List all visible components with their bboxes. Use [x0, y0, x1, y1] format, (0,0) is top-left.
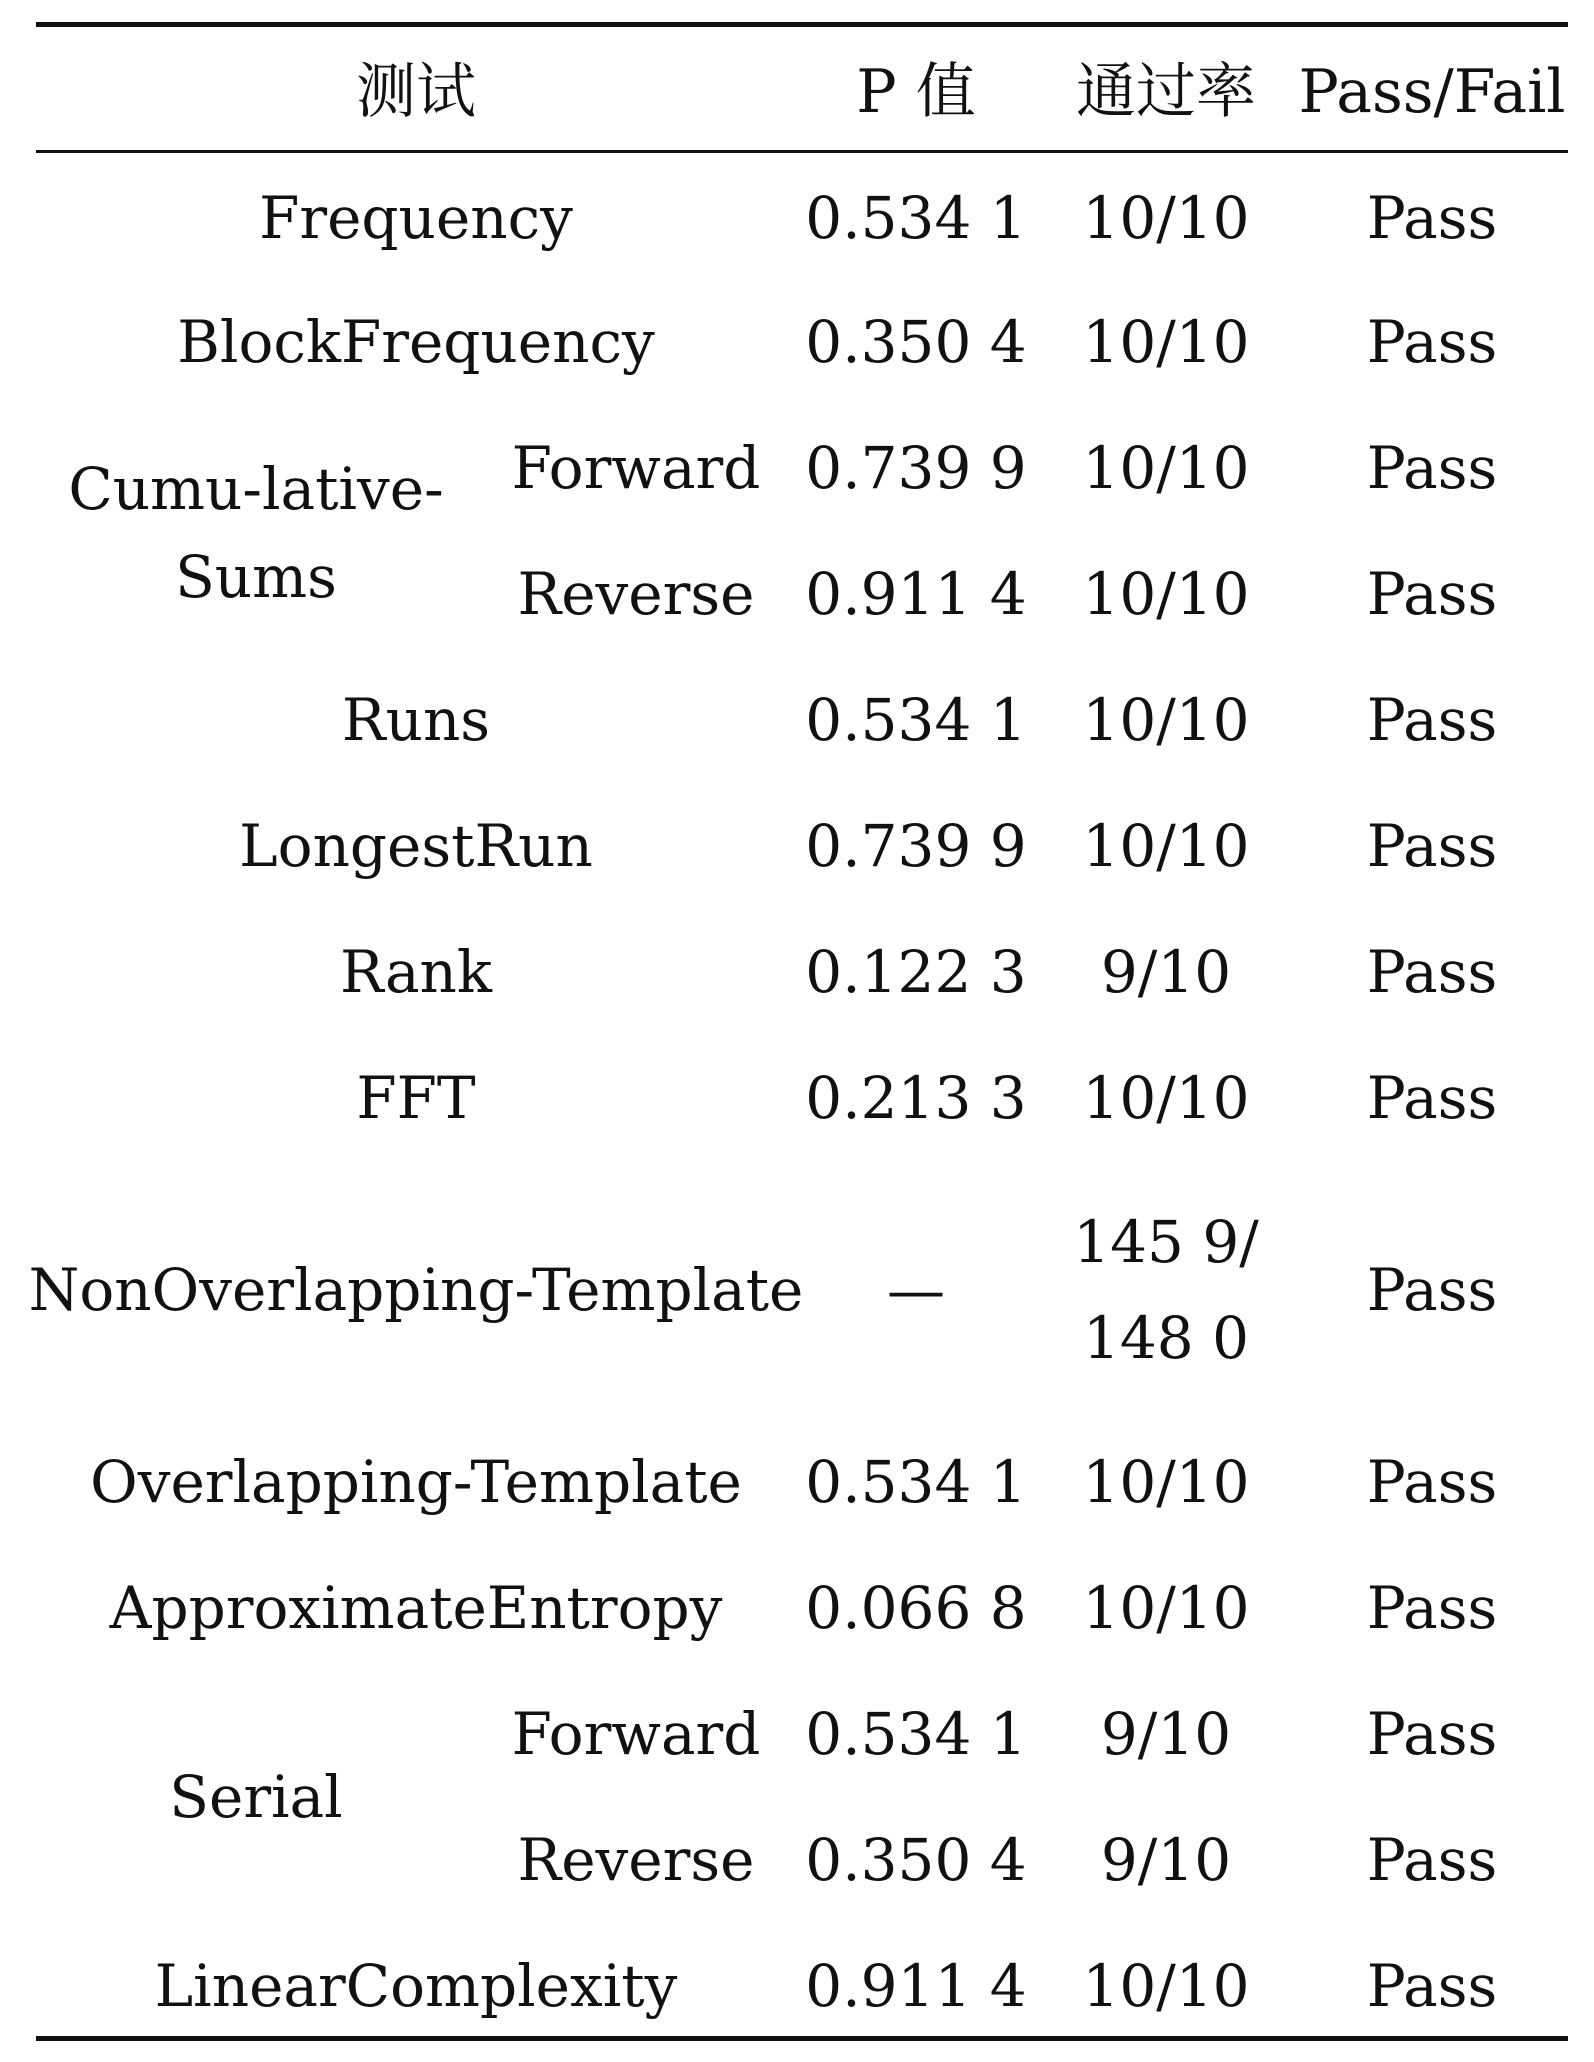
table-cell-test: Overlapping-Template [90, 1448, 742, 1516]
table-cell-pass-rate: 9/10 [1100, 938, 1232, 1006]
table-cell-subtest: Reverse [517, 560, 755, 628]
table-cell-pass-rate [1036, 1190, 1296, 1390]
table-cell-result: Pass [1366, 1826, 1498, 1894]
table-cell-test: Frequency [259, 184, 573, 252]
table-cell-test: BlockFrequency [177, 308, 655, 376]
table-cell-result: Pass [1366, 1700, 1498, 1768]
table-cell-result: Pass [1366, 434, 1498, 502]
pass-rate-line2: 148 0 [1082, 1304, 1250, 1372]
table-cell-pass-rate: 9/10 [1100, 1826, 1232, 1894]
table-cell-pass-rate: 10/10 [1082, 1952, 1250, 2020]
table-cell-p-value: 0.350 4 [805, 1826, 1027, 1894]
table-cell-pass-rate: 10/10 [1082, 812, 1250, 880]
table-cell-p-value: 0.739 9 [805, 812, 1027, 880]
table-cell-test: NonOverlapping-Template [28, 1256, 804, 1324]
header-test: 测试 [356, 57, 476, 127]
table-cell-p-value: 0.534 1 [805, 184, 1027, 252]
table-cell-result: Pass [1366, 686, 1498, 754]
table-cell-pass-rate: 10/10 [1082, 184, 1250, 252]
table-cell-result: Pass [1366, 308, 1498, 376]
table-cell-result: Pass [1366, 560, 1498, 628]
table-cell-p-value: 0.122 3 [805, 938, 1027, 1006]
table-cell-result: Pass [1366, 1952, 1498, 2020]
table-cell-pass-rate: 10/10 [1082, 686, 1250, 754]
table-cell-result: Pass [1366, 1574, 1498, 1642]
table-cell-pass-rate: 10/10 [1082, 308, 1250, 376]
table-cell-subtest: Reverse [517, 1826, 755, 1894]
header-rule [36, 150, 1568, 153]
table-cell-group [36, 428, 476, 638]
table-cell-pass-rate: 10/10 [1082, 560, 1250, 628]
table-cell-test: FFT [356, 1064, 476, 1132]
table-cell-test: Runs [341, 686, 491, 754]
header-pass-fail: Pass/Fail [1298, 57, 1566, 127]
header-p-value: P 值 [856, 57, 976, 127]
table-cell-pass-rate: 10/10 [1082, 1574, 1250, 1642]
top-rule [36, 22, 1568, 27]
table-cell-result: Pass [1366, 1448, 1498, 1516]
table-cell-test: LinearComplexity [154, 1952, 678, 2020]
table-cell-p-value: 0.534 1 [805, 1700, 1027, 1768]
table-cell-p-value: 0.911 4 [805, 1952, 1027, 2020]
table-cell-p-value: 0.066 8 [805, 1574, 1027, 1642]
header-pass-rate: 通过率 [1076, 57, 1256, 127]
table-cell-p-value: 0.350 4 [805, 308, 1027, 376]
pass-rate-line1: 145 9/ [1073, 1208, 1259, 1276]
table-cell-p-value: 0.213 3 [805, 1064, 1027, 1132]
table-cell-pass-rate: 10/10 [1082, 434, 1250, 502]
table-cell-p-value: 0.534 1 [805, 1448, 1027, 1516]
table-cell-test: ApproximateEntropy [109, 1574, 723, 1642]
table-cell-result: Pass [1366, 1256, 1498, 1324]
table-cell-p-value: 0.534 1 [805, 686, 1027, 754]
table-cell-p-value: 0.911 4 [805, 560, 1027, 628]
table-cell-subtest: Forward [511, 434, 761, 502]
table-cell-test: Rank [339, 938, 493, 1006]
group-label-line1: Cumu-lative- [68, 455, 444, 523]
table-cell-test: LongestRun [239, 812, 593, 880]
table-cell-result: Pass [1366, 812, 1498, 880]
table-cell-subtest: Forward [511, 1700, 761, 1768]
table-cell-group: Serial [169, 1763, 343, 1831]
table-cell-result: Pass [1366, 184, 1498, 252]
table-cell-pass-rate: 10/10 [1082, 1448, 1250, 1516]
table-cell-result: Pass [1366, 938, 1498, 1006]
bottom-rule [36, 2036, 1568, 2041]
group-label-line2: Sums [175, 543, 337, 611]
table-cell-p-value: — [887, 1256, 945, 1324]
table-cell-pass-rate: 9/10 [1100, 1700, 1232, 1768]
table-cell-pass-rate: 10/10 [1082, 1064, 1250, 1132]
table-cell-result: Pass [1366, 1064, 1498, 1132]
table-cell-p-value: 0.739 9 [805, 434, 1027, 502]
